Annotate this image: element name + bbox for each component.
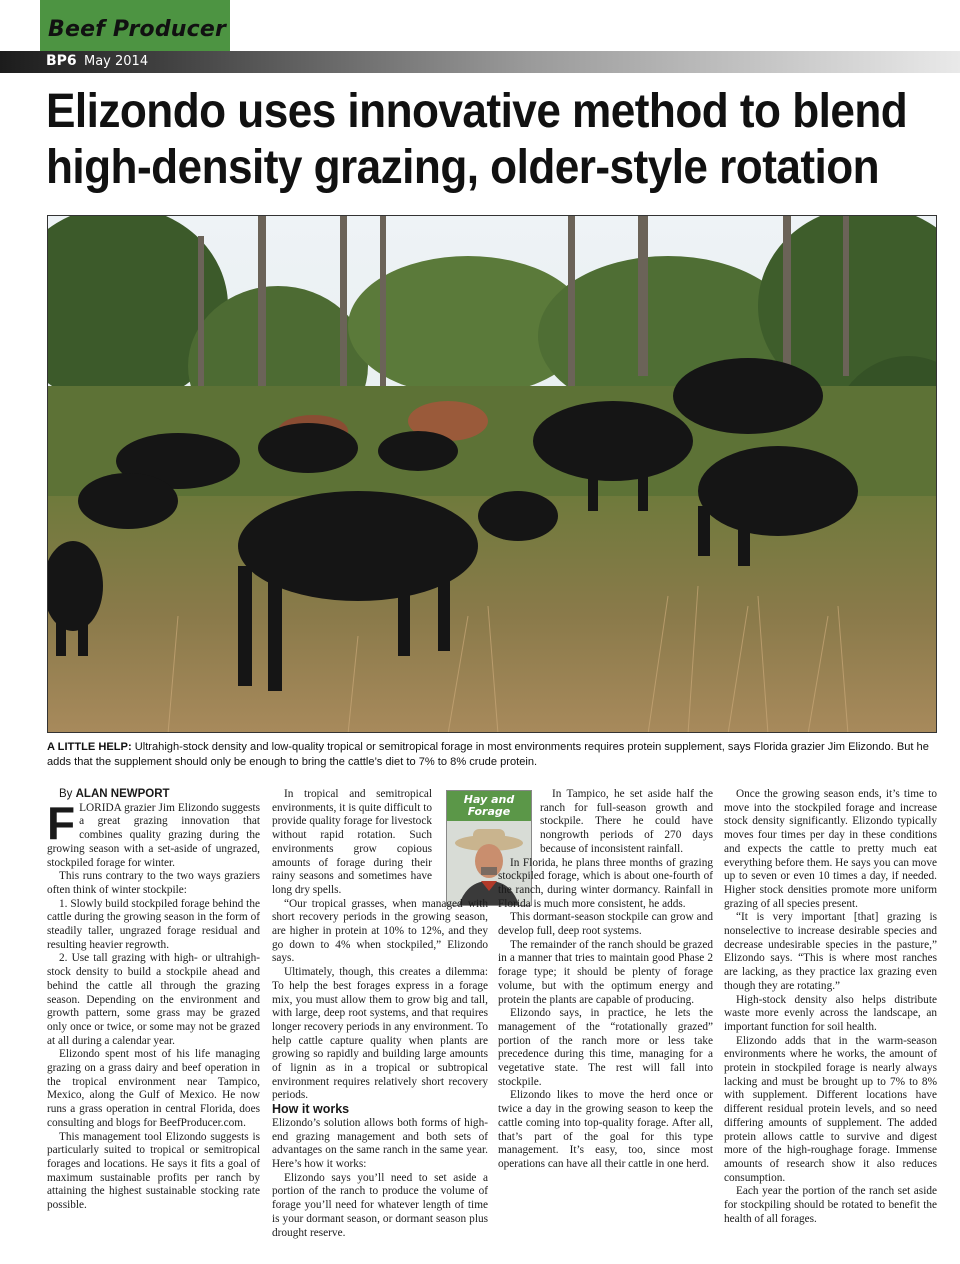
dropcap: F [47, 796, 76, 849]
byline-prefix: By [59, 788, 76, 800]
section-tab [40, 0, 230, 51]
article-paragraph-18: Once the growing season ends, it’s time to move into the stockpiled forage and increase stock density significantly. Elizondo typically moves four times per day in these conditions and expects the cattle to pretty much eat everything before them. He says you can move up to seven or even 10 times a day, if needed. Higher stock densities promote more uniform grazing of all species present. [724, 788, 937, 910]
byline-author: ALAN NEWPORT [75, 788, 170, 800]
subhead-how-it-works: How it works [272, 1102, 350, 1117]
article-column-4 [724, 788, 937, 1227]
article-paragraph-12: In Tampico, he set aside half the ranch for full-season growth and stockpile. There he could have nongrowth periods of 270 days because of inconsistent rainfall. [540, 788, 713, 855]
section-title: Beef Producer [48, 17, 227, 42]
article-column-3 [498, 788, 713, 1172]
article-paragraph-3: 1. Slowly build stockpiled forage behind the cattle during the growing season in the form of steadily taller, ungrazed forage residual and resulting heavier regrowth. [47, 897, 260, 951]
article-paragraph-17: Elizondo likes to move the herd once or twice a day in the growing season to keep the cattle coming into top-quality forage. After all, that’s part of the goal for this type management. It’s easy, too, since most operations can have all their cattle in one herd. [498, 1089, 713, 1170]
paragraph-text: LORIDA grazier Jim Elizondo suggests a great grazing innovation that combines quality grazing during the growing season with a set-aside of ungrazed, stockpiled forage for winter. [47, 801, 260, 869]
article-paragraph-14: This dormant-season stockpile can grow and develop full, deep root systems. [498, 911, 713, 938]
photo-caption [47, 740, 937, 770]
article-paragraph-4: 2. Use tall grazing with high- or ultrahigh-stock density to build a stockpile ahead and behind the cattle all through the grazing season. Depending on the environment and growth pattern, some grass may be grazed only once or twice, or some may not be grazed at all during a calendar year. [47, 952, 260, 1047]
page-bar [0, 51, 960, 73]
byline [47, 788, 260, 802]
article-paragraph-15: The remainder of the ranch should be grazed in a manner that tries to maintain good Phase 2 forage type; it should be plenty of forage volume, but with the optimum energy and protein the plants are capable of producing. [498, 938, 713, 1006]
badge-title: Hay and Forage [447, 791, 531, 821]
cattle-photo-illustration [48, 216, 937, 733]
article-paragraph-9: Ultimately, though, this creates a dilemma: To help the best forages express in a forage mix, you must allow them to grow big and tall, with large, deep root systems, and that requires longer recovery periods in any environment. To help cattle capture quality when plants are growing so rapidly and building large amounts of lignin as in a tropical or subtropical environment requires relatively short recovery periods. [272, 966, 488, 1102]
article-paragraph-20: High-stock density also helps distribute waste more evenly across the landscape, an important function for soil health. [724, 993, 937, 1033]
article-paragraph-6: This management tool Elizondo suggests is particularly suited to tropical or semitropical forages and locations. He says it fits a goal of maximum sustainable profits per ranch by attaining the highest sustainable stocking rate possible. [47, 1130, 260, 1212]
page-code: BP6 [46, 53, 77, 69]
article-paragraph-21: Elizondo adds that in the warm-season environments where he works, the amount of protein in stockpiled forage is nearly always lacking and must be brought up to 7% to 8% with supplement. Different locations have different residual protein levels, and so need differing amounts of supplement. The added protein allows cattle to survive and digest more of the high-roughage forage. Immense amounts of research show it also reduces consumption. [724, 1034, 937, 1184]
issue-date: May 2014 [84, 54, 149, 69]
article-paragraph-22: Each year the portion of the ranch set aside for stockpiling should be rotated to benefit the health of all forages. [724, 1185, 937, 1225]
column-3-inset-block [540, 788, 713, 857]
cattle-photo [47, 215, 937, 733]
headline: Elizondo uses innovative method to blend high-density grazing, older-style rotation [46, 85, 908, 194]
caption-label: A LITTLE HELP: [47, 741, 132, 753]
article-paragraph-2: This runs contrary to the two ways graziers often think of winter stockpile: [47, 870, 260, 896]
article-column-2 [272, 788, 488, 1240]
article-paragraph-13: In Florida, he plans three months of grazing stockpiled forage, which is about one-fourth of the ranch, during winter dormancy. Rainfall in Florida is much more consistent, he adds. [498, 856, 713, 910]
column-2-narrow-block [272, 788, 432, 898]
article-column-1 [47, 788, 260, 1213]
article-paragraph-11: Elizondo says you’ll need to set aside a portion of the ranch to produce the volume of forage you’ll need for whatever length of time is your dormant season, or dormant season plus drought reserve. [272, 1171, 488, 1239]
article-paragraph-5: Elizondo spent most of his life managing grazing on a grass dairy and beef operation in the tropical environment near Tampico, Mexico, along the Gulf of Mexico. He now runs a grass operation in central Florida, does consulting and blogs for BeefProducer.com. [47, 1048, 260, 1129]
article-paragraph-16: Elizondo says, in practice, he lets the management of the “rotationally grazed” portion of the ranch more or less take precedence during this time, managing for a vegetative state. The rest will fall into stockpile. [498, 1007, 713, 1088]
article-paragraph-7: In tropical and semitropical environments, it is quite difficult to provide quality forage for livestock without rapid rotation. Such environments grow copious amounts of forage during their rainy seasons and sometimes have long dry spells. [272, 788, 432, 896]
article-paragraph-19: “It is very important [that] grazing is nonselective to increase desirable species and decrease undesirable species in the pasture,” Elizondo says. “This is where most ranches are lacking, as they practice lax grazing even though they are rotating.” [724, 911, 937, 992]
article-paragraph-8: “Our tropical grasses, when managed with short recovery periods in the growing season, are higher in protein at 10% to 12%, and they go down to 4% when stockpiled,” Elizondo says. [272, 897, 488, 965]
caption-text: Ultrahigh-stock density and low-quality tropical or semitropical forage in most environments requires protein supplement, says Florida grazier Jim Elizondo. But he adds that the supplement should only be enough to bring the cattle’s diet to 7% to 8% crude protein. [47, 741, 929, 768]
article-paragraph-10: Elizondo’s solution allows both forms of high-end grazing management and both sets of advantages on the same ranch in the same year. Here’s how it works: [272, 1116, 488, 1170]
article-paragraph-1 [47, 796, 260, 871]
